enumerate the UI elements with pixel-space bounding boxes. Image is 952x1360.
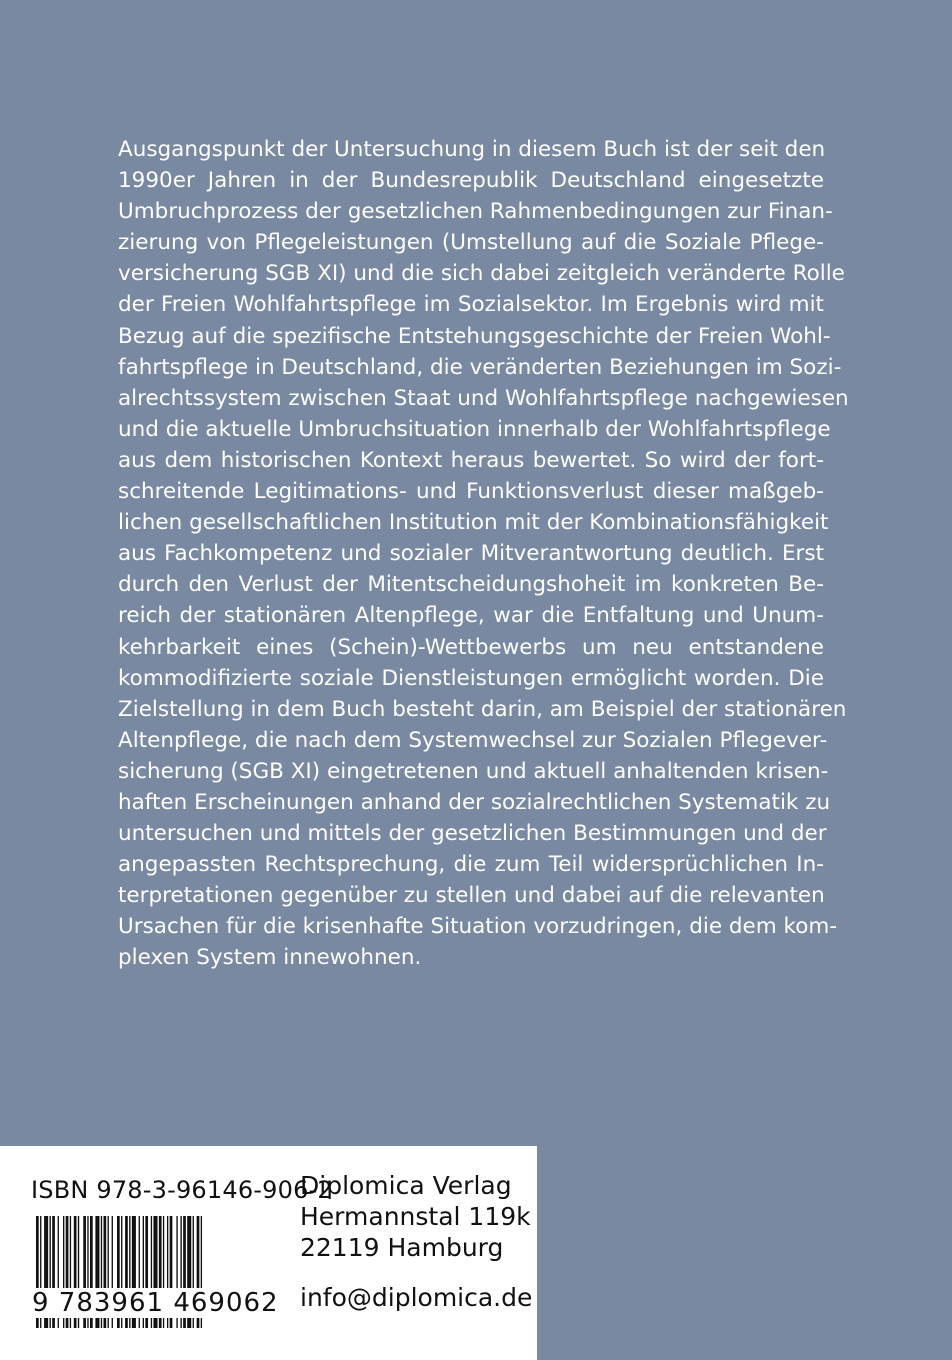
blurb-line: versicherung SGB XI) und die sich dabei zeitgleich veränderte Rolle xyxy=(118,261,845,287)
blurb-line: angepassten Rechtsprechung, die zum Teil widersprüchlichen In- xyxy=(118,852,824,878)
publisher-address xyxy=(300,1170,531,1263)
blurb-line: Bezug auf die spezifische Entstehungsgeschichte der Freien Wohl- xyxy=(118,323,831,349)
blurb-line: 1990er Jahren in der Bundesrepublik Deutschland eingesetzte xyxy=(118,168,824,194)
publisher-street: Hermannstal 119k xyxy=(300,1202,531,1231)
blurb-line: haften Erscheinungen anhand der sozialrechtlichen Systematik zu xyxy=(118,789,831,815)
isbn-label: ISBN 978-3-96146-906-2 xyxy=(31,1176,333,1204)
back-cover-blurb xyxy=(118,134,849,974)
blurb-line: schreitende Legitimations- und Funktionsverlust dieser maßgeb- xyxy=(118,479,824,505)
blurb-line: Altenpflege, die nach dem Systemwechsel zur Sozialen Pflegever- xyxy=(118,727,828,753)
isbn-publisher-box xyxy=(0,1146,537,1360)
blurb-line: kommodifizierte soziale Dienstleistungen ermöglicht worden. Die xyxy=(118,665,824,691)
blurb-line: aus Fachkompetenz und sozialer Mitverantwortung deutlich. Erst xyxy=(118,541,824,567)
blurb-line: Umbruchprozess der gesetzlichen Rahmenbedingungen zur Finan- xyxy=(118,199,833,225)
blurb-line: fahrtspflege in Deutschland, die veränderten Beziehungen im Sozi- xyxy=(118,354,842,380)
blurb-line: sicherung (SGB XI) eingetretenen und aktuell anhaltenden krisen- xyxy=(118,758,829,784)
blurb-line: kehrbarkeit eines (Schein)-Wettbewerbs um neu entstandene xyxy=(118,634,824,660)
blurb-line: lichen gesellschaftlichen Institution mit der Kombinationsfähigkeit xyxy=(118,510,829,536)
blurb-line: plexen System innewohnen. xyxy=(118,945,422,971)
barcode-digits: 9 783961 469062 xyxy=(32,1288,279,1318)
blurb-line: durch den Verlust der Mitentscheidungshoheit im konkreten Be- xyxy=(118,572,824,598)
blurb-line: zierung von Pflegeleistungen (Umstellung auf die Soziale Pflege- xyxy=(118,230,824,256)
blurb-line: Ausgangspunkt der Untersuchung in diesem Buch ist der seit den xyxy=(118,137,826,162)
blurb-line: untersuchen und mittels der gesetzlichen Bestimmungen und der xyxy=(118,821,827,847)
blurb-line: und die aktuelle Umbruchsituation innerhalb der Wohlfahrtspflege xyxy=(118,416,831,442)
blurb-line: terpretationen gegenüber zu stellen und dabei auf die relevanten xyxy=(118,883,825,909)
blurb-line: der Freien Wohlfahrtspflege im Sozialsektor. Im Ergebnis wird mit xyxy=(118,292,824,318)
publisher-name: Diplomica Verlag xyxy=(300,1171,512,1200)
blurb-line: alrechtssystem zwischen Staat und Wohlfahrtspflege nachgewiesen xyxy=(118,385,849,411)
blurb-line: reich der stationären Altenpflege, war die Entfaltung und Unum- xyxy=(118,603,824,629)
blurb-line: Ursachen für die krisenhafte Situation vorzudringen, die dem kom- xyxy=(118,914,838,940)
blurb-line: aus dem historischen Kontext heraus bewertet. So wird der fort- xyxy=(118,447,824,473)
publisher-city: 22119 Hamburg xyxy=(300,1233,504,1262)
publisher-email: info@diplomica.de xyxy=(300,1283,533,1312)
blurb-line: Zielstellung in dem Buch besteht darin, am Beispiel der stationären xyxy=(118,696,847,722)
